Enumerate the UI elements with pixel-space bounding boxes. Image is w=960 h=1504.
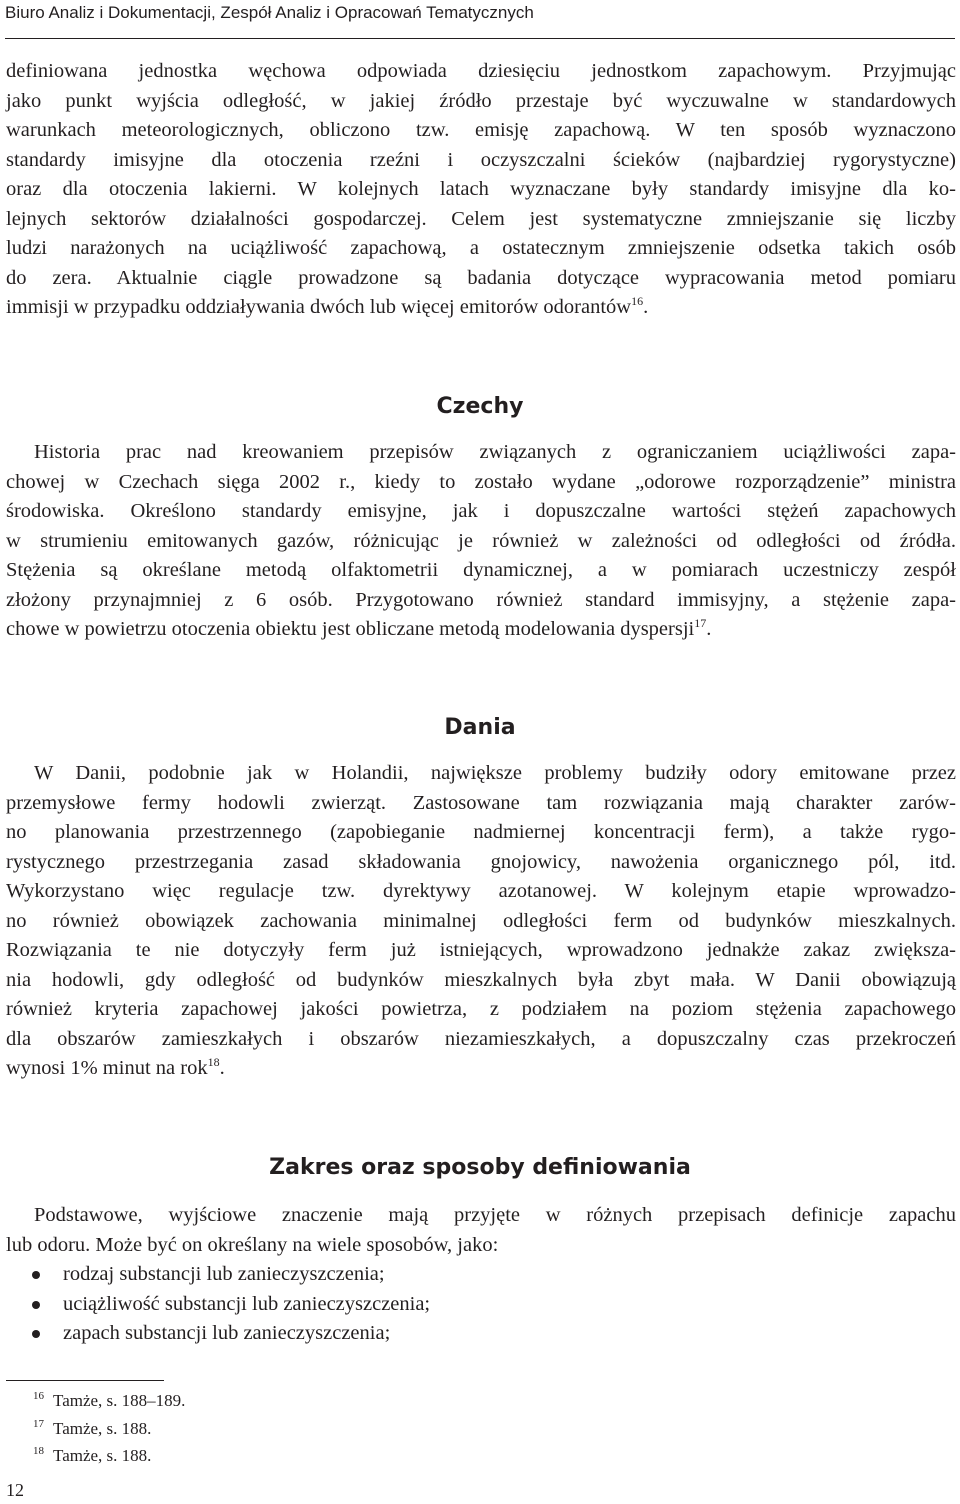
paragraph-line-text: chowe w powietrzu otoczenia obiektu jest obliczane metodą modelowania dyspersji: [6, 618, 695, 640]
section-heading-czechy: Czechy: [436, 394, 524, 419]
paragraph-line: standardy imisyjne dla otoczenia rzeźni i oczyszczalni ścieków (najbardziej rygorystyczne): [6, 148, 956, 171]
paragraph-line: oraz dla otoczenia lakierni. W kolejnych latach wyznaczane były standardy imisyjne dla ko-: [6, 178, 956, 200]
bullet-icon: [32, 1301, 40, 1309]
footnote-text: Tamże, s. 188.: [53, 1418, 152, 1438]
paragraph-line: W Danii, podobnie jak w Holandii, największe problemy budziły odory emitowane przez: [34, 762, 956, 784]
paragraph-line: dla obszarów zamieszkałych i obszarów niezamieszkałych, a dopuszczalny czas przekroczeń: [6, 1027, 956, 1050]
paragraph-line: do zera. Aktualnie ciągle prowadzone są badania dotyczące wypracowania metod pomiaru: [6, 266, 956, 289]
intro-paragraph: [6, 57, 956, 323]
running-header-text: Biuro Analiz i Dokumentacji, Zespół Analiz i Opracowań Tematycznych: [5, 3, 534, 22]
paragraph-line: [6, 293, 956, 323]
paragraph-line: lejnych sektorów działalności gospodarczej. Celem jest systematyczne zmniejszanie się liczby: [6, 207, 956, 230]
paragraph-line: Rozwiązania te nie dotyczyły ferm już istniejących, wprowadzono jednakże zakaz zwiększa-: [6, 939, 956, 961]
list-item: [30, 1290, 930, 1320]
bullet-icon: [32, 1330, 40, 1338]
list-item: [30, 1319, 930, 1349]
sentence-end: .: [643, 296, 649, 318]
list-item-text: uciążliwość substancji lub zanieczyszczenia;: [63, 1292, 431, 1315]
paragraph-line: środowiska. Określono standardy emisyjne, jak i dopuszczalne wartości stężeń zapachowych: [6, 500, 956, 522]
paragraph-line-text: wynosi 1% minut na rok: [6, 1057, 208, 1079]
paragraph-line: Wykorzystano więc regulacje tzw. dyrektywy azotanowej. W kolejnym etapie wprowadzo-: [6, 880, 956, 902]
paragraph-line: definiowana jednostka węchowa odpowiada dziesięciu jednostkom zapachowym. Przyjmując: [6, 60, 956, 82]
running-header: [5, 0, 955, 39]
footnote-text: Tamże, s. 188–189.: [53, 1391, 186, 1410]
paragraph-line: w strumieniu emitowanych gazów, różnicując je również w zależności od odległości od źródła.: [6, 529, 956, 552]
list-item-text: zapach substancji lub zanieczyszczenia;: [63, 1322, 391, 1344]
paragraph-line-text: immisji w przypadku oddziaływania dwóch lub więcej emitorów odorantów: [6, 296, 632, 318]
sentence-end: .: [706, 618, 712, 640]
paragraph-line: Historia prac nad kreowaniem przepisów związanych z ograniczaniem uciążliwości zapa-: [34, 441, 956, 463]
paragraph-line: Podstawowe, wyjściowe znaczenie mają przyjęte w różnych przepisach definicje zapachu: [34, 1204, 956, 1226]
paragraph-line: [6, 615, 956, 645]
footnote: 17 Tamże, s. 188.: [33, 1417, 152, 1438]
bullet-icon: [32, 1271, 40, 1279]
footnote-reference[interactable]: 16: [631, 294, 644, 308]
footnote-text: Tamże, s. 188.: [53, 1446, 152, 1465]
footnote: 18 Tamże, s. 188.: [33, 1445, 152, 1465]
paragraph-line: przemysłowe fermy hodowli zwierząt. Zastosowane tam rozwiązania mają charakter zarów-: [6, 791, 956, 814]
sentence-end: .: [219, 1057, 225, 1079]
section-paragraph-czechy: [6, 438, 956, 645]
paragraph-line: chowej w Czechach sięga 2002 r., kiedy to zostało wydane „odorowe rozporządzenie” ministra: [6, 470, 956, 493]
footnote-divider: [6, 1380, 164, 1381]
paragraph-line: warunkach meteorologicznych, obliczono tzw. emisję zapachową. W ten sposób wyznaczono: [6, 119, 956, 141]
paragraph-line: również kryteria zapachowej jakości powietrza, z podziałem na poziom stężenia zapachowego: [6, 998, 956, 1020]
paragraph-line: ludzi narażonych na uciążliwość zapachową, a ostatecznym zmniejszenie odsetka takich osób: [6, 237, 956, 259]
paragraph-line: no planowania przestrzennego (zapobieganie nadmiernej koncentracji ferm), a także rygo-: [6, 821, 956, 843]
footnote-reference[interactable]: 18: [207, 1055, 220, 1069]
paragraph-line: rystycznego przestrzegania zasad składowania gnojowicy, nawożenia organicznego pól, itd.: [6, 850, 956, 873]
paragraph-line: jako punkt wyjścia odległość, w jakiej źródło przestaje być wyczuwalne w standardowych: [6, 89, 956, 112]
paragraph-line: nia hodowli, gdy odległość od budynków mieszkalnych była zbyt mała. W Danii obowiązują: [6, 968, 956, 991]
footnote-reference[interactable]: 17: [694, 616, 707, 630]
paragraph-line: złożony przynajmniej z 6 osób. Przygotowano również standard immisyjny, a stężenie zapa-: [6, 588, 956, 611]
bullet-list: [30, 1260, 930, 1349]
section-paragraph-dania: [6, 759, 956, 1084]
footnotes: [33, 1387, 185, 1470]
paragraph-line: lub odoru. Może być on określany na wiele sposobów, jako:: [6, 1233, 499, 1256]
section-heading-dania: Dania: [444, 715, 516, 740]
paragraph-line: no również obowiązek zachowania minimalnej odległości ferm od budynków mieszkalnych.: [6, 909, 956, 932]
footnote: 16 Tamże, s. 188–189.: [33, 1390, 186, 1410]
paragraph-line: Stężenia są określane metodą olfaktometrii dynamicznej, a w pomiarach uczestniczy zespół: [6, 559, 956, 581]
page-number: 12: [6, 1480, 24, 1500]
list-item-text: rodzaj substancji lub zanieczyszczenia;: [63, 1263, 385, 1285]
paragraph-line: [6, 1054, 956, 1084]
list-item: [30, 1260, 930, 1290]
section-heading-zakres: Zakres oraz sposoby definiowania: [269, 1155, 691, 1180]
section-paragraph-zakres: [6, 1201, 956, 1260]
